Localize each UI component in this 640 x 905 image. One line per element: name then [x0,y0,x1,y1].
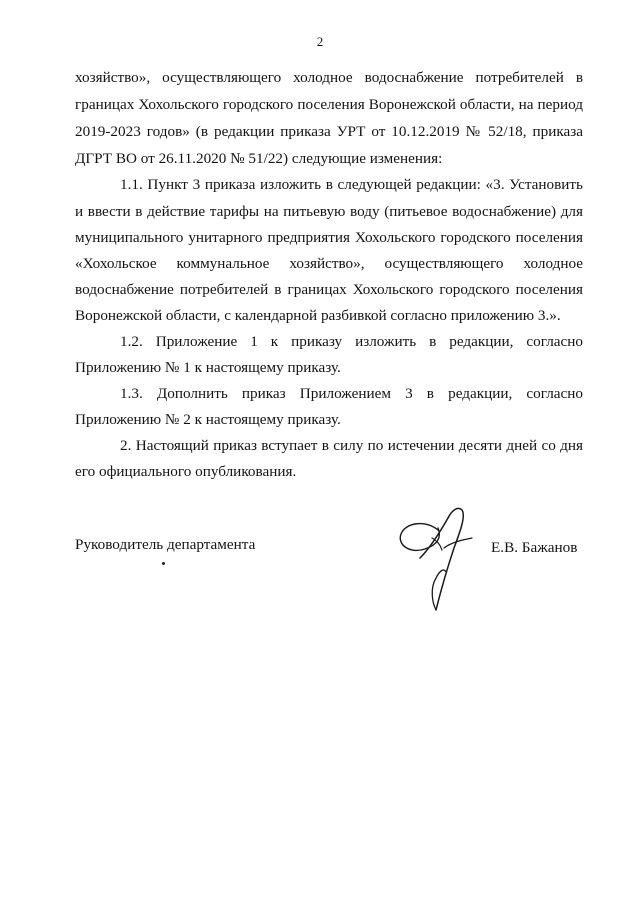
signatory-name: Е.В. Бажанов [491,539,578,556]
text-line: границах Хохольского городского поселения Воронежской области, на период [75,96,583,113]
text-line: хозяйство», осуществляющего холодное водоснабжение потребителей в [75,69,583,86]
text-line: Приложению № 2 к настоящему приказу. [75,411,341,428]
text-line: 1.3. Дополнить приказ Приложением 3 в редакции, согласно [120,385,583,402]
text-line: его официального опубликования. [75,463,297,480]
text-line: 2019-2023 годов» (в редакции приказа УРТ от 10.12.2019 № 52/18, приказа [75,123,583,140]
handwritten-signature [392,498,482,616]
text-line: и ввести в действие тарифы на питьевую воду (питьевое водоснабжение) для [75,203,583,220]
text-line: 1.2. Приложение 1 к приказу изложить в редакции, согласно [120,333,583,350]
text-line: 1.1. Пункт 3 приказа изложить в следующей редакции: «3. Установить [120,176,583,193]
text-line: Приложению № 1 к настоящему приказу. [75,359,341,376]
signatory-title: Руководитель департамента [75,536,256,553]
text-line: Воронежской области, с календарной разбивкой согласно приложению 3.». [75,307,561,324]
text-line: ДГРТ ВО от 26.11.2020 № 51/22) следующие изменения: [75,150,443,167]
text-line: 2. Настоящий приказ вступает в силу по истечении десяти дней со дня [120,437,583,454]
text-line: муниципального унитарного предприятия Хохольского городского поселения [75,229,583,246]
text-line: «Хохольское коммунальное хозяйство», осуществляющего холодное [75,255,583,272]
stray-mark [162,562,165,565]
text-line: водоснабжение потребителей в границах Хохольского городского поселения [75,281,583,298]
page-number: 2 [316,34,324,49]
